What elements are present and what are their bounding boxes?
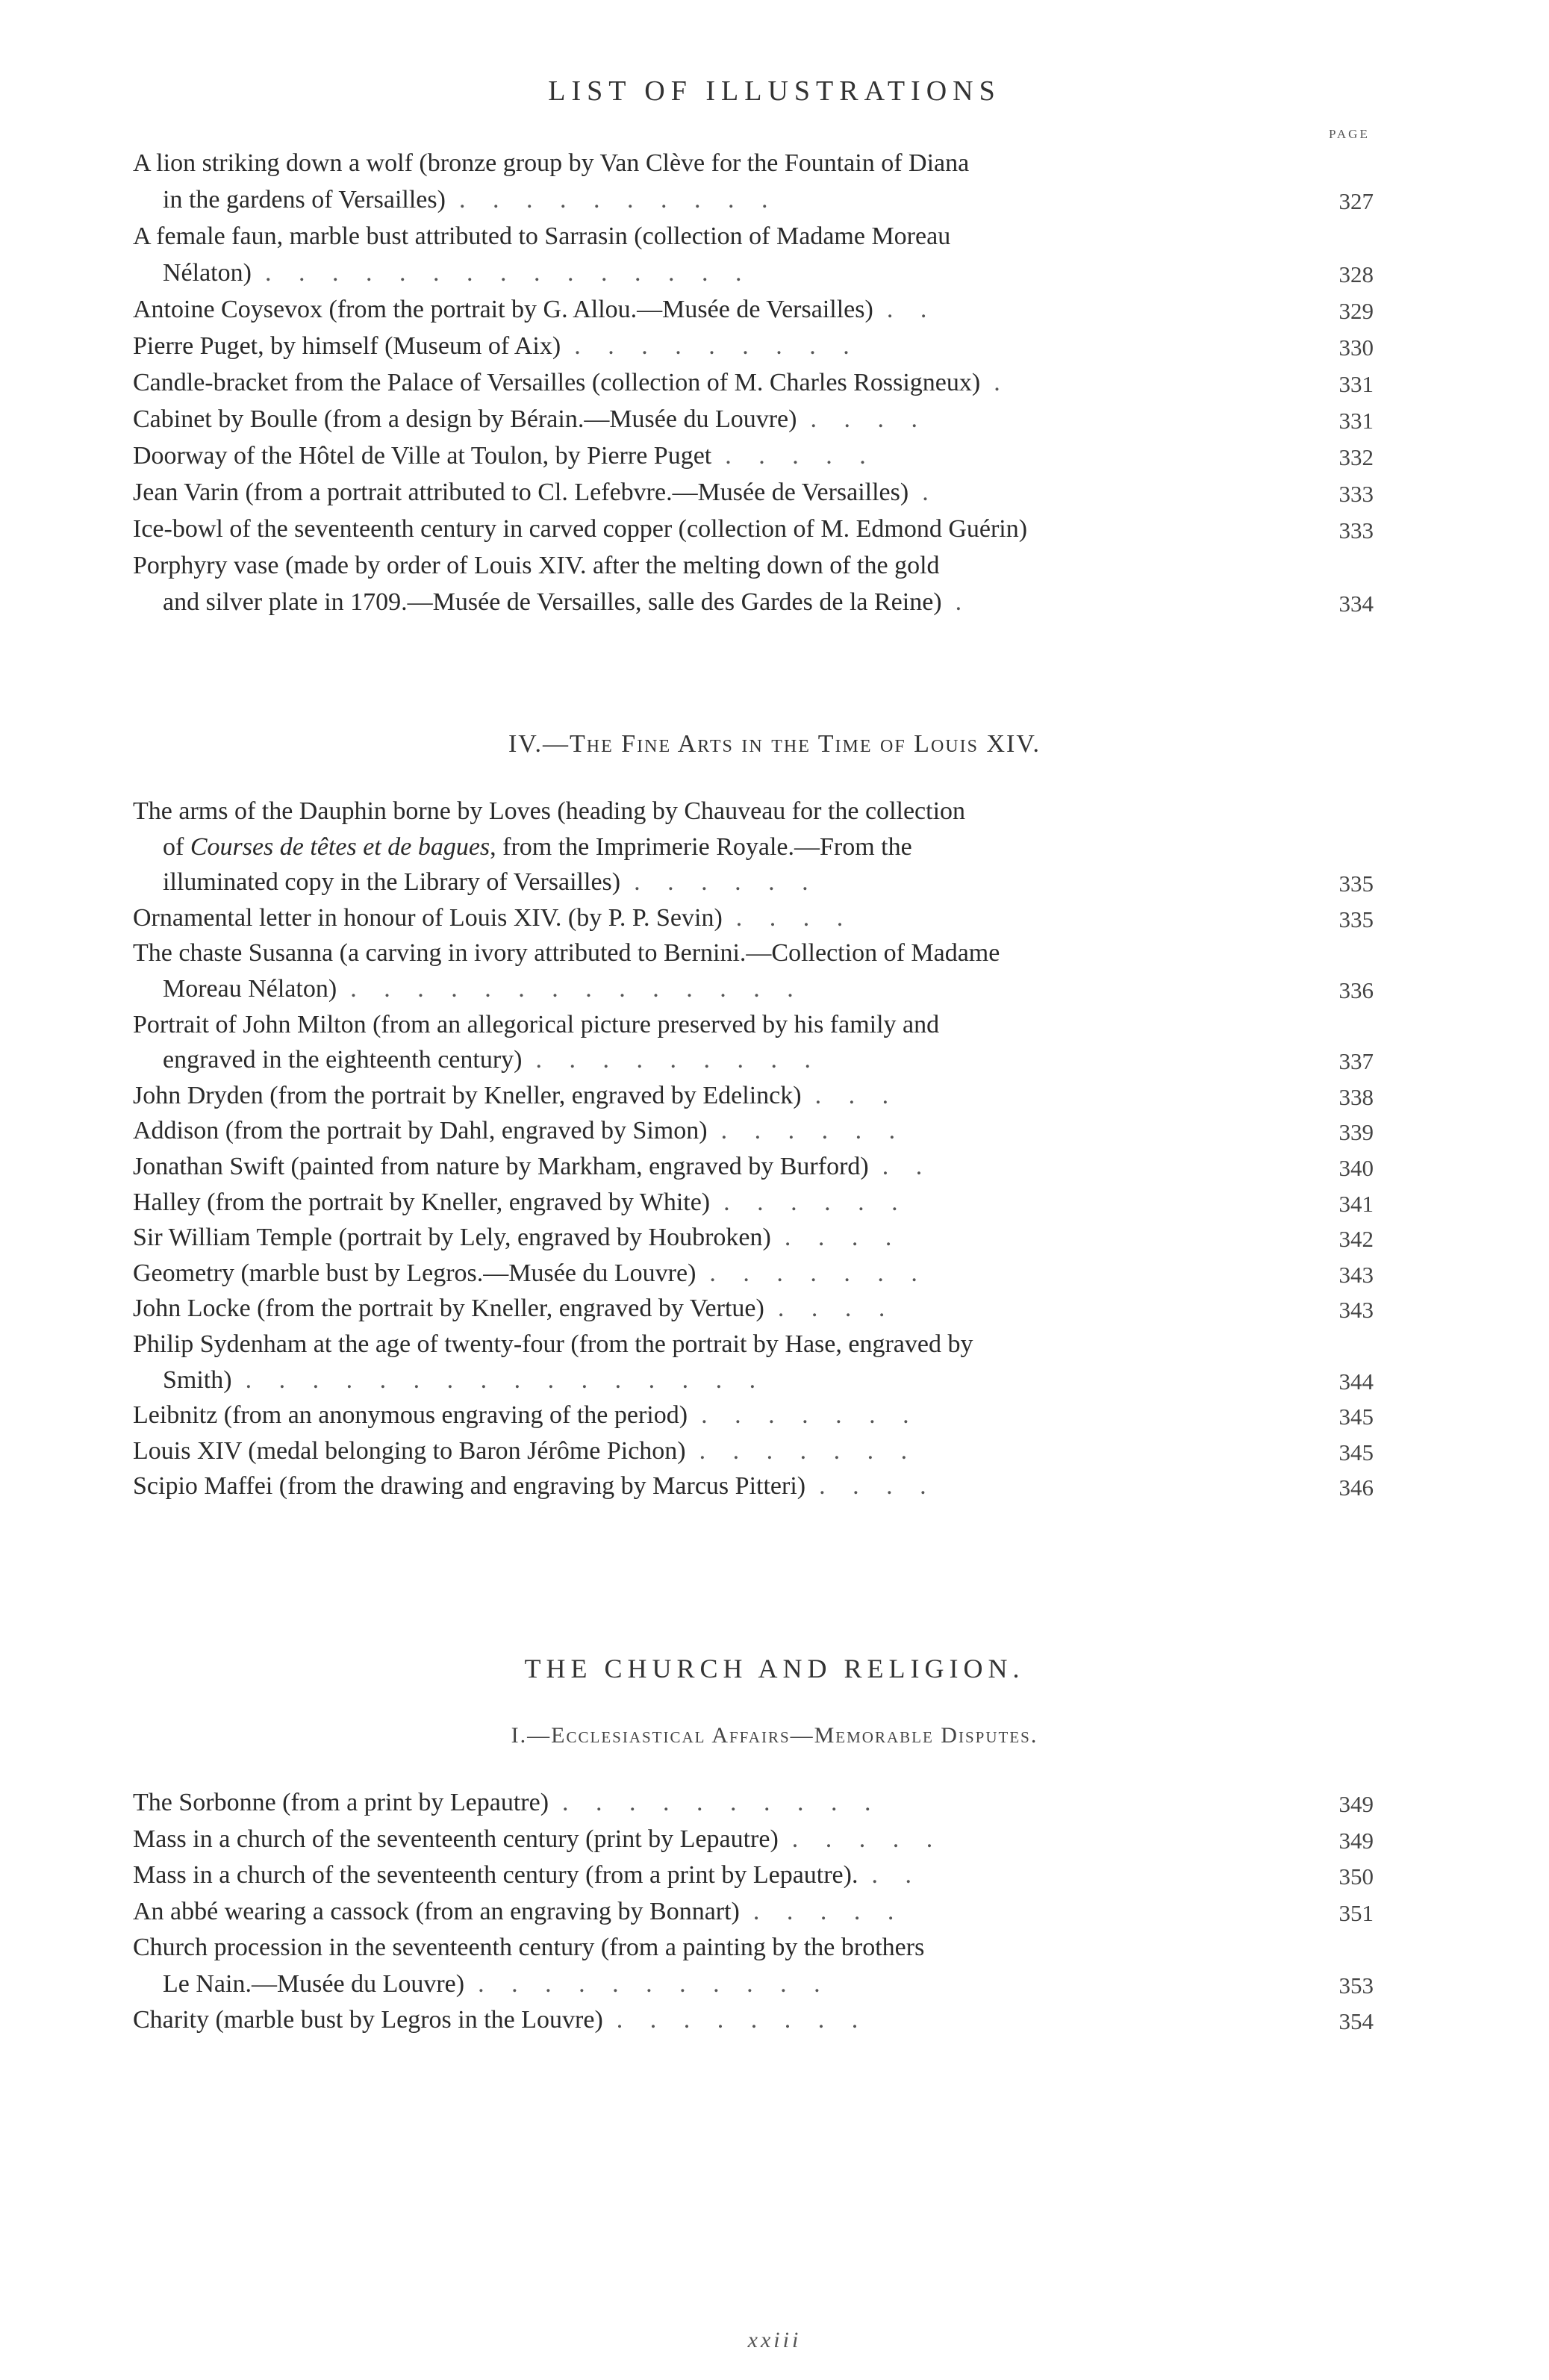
entry-caption: The arms of the Dauphin borne by Loves (heading by Chauveau for the collection	[133, 797, 966, 825]
entry-line	[133, 1437, 917, 1465]
leader-dots: .	[922, 479, 939, 506]
leader-dots: . .	[871, 1861, 922, 1889]
entry-line	[163, 1970, 831, 1999]
entry-page-number: 340	[1338, 1155, 1374, 1181]
entry-line	[133, 1330, 973, 1359]
entry-page-number: 343	[1338, 1297, 1374, 1324]
leader-dots: . . . . . . .	[701, 1401, 920, 1430]
page-title: LIST OF ILLUSTRATIONS	[548, 75, 1001, 107]
entry-caption: John Dryden (from the portrait by Kneller, engraved by Edelinck)	[133, 1081, 802, 1109]
entry-caption: Sir William Temple (portrait by Lely, engraved by Houbroken)	[133, 1224, 771, 1252]
entry-caption: Doorway of the Hôtel de Ville at Toulon, by Pierre Puget	[133, 442, 712, 470]
leader-dots: . . . . . . . . . .	[458, 186, 779, 214]
entry-caption: Le Nain.—Musée du Louvre)	[163, 1969, 465, 1998]
entry-page-number: 341	[1338, 1190, 1374, 1217]
entry-caption: Portrait of John Milton (from an allegorical picture preserved by his family and	[133, 1010, 940, 1038]
entry-line	[133, 1189, 908, 1217]
entry-page-number: 353	[1338, 1972, 1374, 1999]
entry-caption: engraved in the eighteenth century)	[163, 1046, 523, 1074]
leader-dots: .	[955, 588, 973, 616]
page-column-label: PAGE	[1329, 127, 1370, 141]
entry-caption: Porphyry vase (made by order of Louis XIV. after the melting down of the gold	[133, 552, 940, 579]
leader-dots: . . . . . . . . . . . . . .	[350, 975, 804, 1003]
entry-page-number: 331	[1338, 408, 1374, 434]
entry-line	[133, 1259, 928, 1288]
entry-page-number: 354	[1338, 2008, 1374, 2034]
entry-page-number: 339	[1338, 1119, 1374, 1146]
entry-caption: in the gardens of Versailles)	[163, 186, 446, 214]
entry-page-number: 342	[1338, 1226, 1374, 1253]
leader-dots: . . . .	[810, 405, 928, 433]
entry-line	[133, 1401, 920, 1430]
leader-dots: . . . .	[819, 1472, 937, 1501]
leader-dots: . . . . . . . . . .	[562, 1789, 882, 1816]
leader-dots: . . . . . . . . .	[574, 332, 860, 360]
entry-line	[133, 1898, 904, 1926]
entry-line	[133, 1861, 922, 1890]
entry-page-number: 345	[1338, 1404, 1374, 1430]
entry-page-number: 335	[1338, 906, 1374, 932]
section-heading-fine-arts: IV.—The Fine Arts in the Time of Louis XIV.	[508, 730, 1041, 758]
entry-line	[133, 369, 1011, 397]
entry-page-number: 343	[1338, 1261, 1374, 1288]
leader-dots: . . . . . . . .	[616, 2006, 869, 2034]
leader-dots: . . . . . .	[723, 1188, 908, 1216]
entry-caption: Cabinet by Boulle (from a design by Bérain.—Musée du Louvre)	[133, 405, 797, 433]
leader-dots: . . . . . . .	[709, 1259, 928, 1287]
entry-caption: Nélaton)	[163, 259, 252, 287]
entry-page-number: 350	[1338, 1863, 1374, 1890]
entry-caption: A female faun, marble bust attributed to Sarrasin (collection of Madame Moreau	[133, 222, 951, 250]
entry-line	[133, 1825, 943, 1854]
entry-page-number: 327	[1338, 188, 1374, 214]
entry-line	[133, 442, 876, 470]
entry-line	[163, 833, 912, 862]
entry-caption: John Locke (from the portrait by Kneller, engraved by Vertue)	[133, 1295, 764, 1323]
entry-line	[163, 186, 778, 214]
entry-page-number: 333	[1338, 517, 1374, 543]
entry-page-number: 328	[1338, 261, 1374, 287]
leader-dots: . . . . . . . . . . . . . . . .	[245, 1365, 767, 1394]
entry-line	[163, 868, 819, 897]
entry-page-number: 337	[1338, 1048, 1374, 1075]
entry-caption: of Courses de têtes et de bagues, from the Imprimerie Royale.—From the	[163, 832, 912, 861]
entry-caption: An abbé wearing a cassock (from an engraving by Bonnart)	[133, 1897, 740, 1925]
entry-caption: and silver plate in 1709.—Musée de Versailles, salle des Gardes de la Reine)	[163, 588, 942, 616]
entry-line	[133, 1011, 939, 1039]
page-folio: xxiii	[747, 2328, 802, 2352]
entry-page-number: 336	[1338, 977, 1374, 1003]
entry-page-number: 331	[1338, 371, 1374, 397]
entry-page-number: 334	[1338, 591, 1374, 617]
entry-line	[133, 332, 860, 361]
entry-line	[163, 1046, 821, 1074]
entry-caption: Leibnitz (from an anonymous engraving of the period)	[133, 1401, 688, 1430]
entry-caption: Mass in a church of the seventeenth century (from a print by Lepautre).	[133, 1861, 858, 1889]
entry-caption: Halley (from the portrait by Kneller, engraved by White)	[133, 1188, 711, 1216]
entry-line	[133, 515, 1027, 543]
entry-page-number: 333	[1338, 481, 1374, 507]
entry-line	[133, 405, 928, 434]
entry-page-number: 329	[1338, 298, 1374, 324]
entry-line	[133, 1153, 932, 1181]
entry-line	[133, 797, 965, 826]
entry-caption: Church procession in the seventeenth century (from a painting by the brothers	[133, 1934, 925, 1961]
entry-caption: Louis XIV (medal belonging to Baron Jérôme Pichon)	[133, 1436, 686, 1465]
leader-dots: . . .	[814, 1081, 900, 1109]
leader-dots: . . . .	[784, 1224, 903, 1252]
entry-line	[133, 939, 1000, 968]
entry-line	[133, 2006, 868, 2034]
entry-page-number: 345	[1338, 1439, 1374, 1465]
entry-caption: Charity (marble bust by Legros in the Louvre)	[133, 2006, 603, 2034]
entry-page-number: 332	[1338, 444, 1374, 470]
entry-line	[133, 222, 950, 251]
leader-dots: . . . . .	[725, 442, 876, 470]
leader-dots: . . . . . .	[634, 868, 819, 897]
leader-dots: . . . . . . .	[699, 1436, 918, 1465]
entry-line	[133, 1934, 924, 1962]
leader-dots: . . . . . . . . . . . . . . .	[264, 259, 752, 287]
entry-line	[163, 588, 972, 617]
entry-page-number: 344	[1338, 1368, 1374, 1395]
entry-line	[133, 904, 853, 932]
entry-line	[133, 1295, 895, 1323]
entry-caption: Scipio Maffei (from the drawing and engraving by Marcus Pitteri)	[133, 1472, 806, 1501]
entry-line	[133, 1082, 899, 1110]
entry-line	[163, 259, 752, 287]
entry-caption: Jonathan Swift (painted from nature by Markham, engraved by Burford)	[133, 1153, 869, 1180]
entry-line	[133, 296, 937, 324]
leader-dots: . . . . . .	[720, 1117, 906, 1145]
entry-caption: Moreau Nélaton)	[163, 975, 337, 1003]
entry-caption: Philip Sydenham at the age of twenty-four (from the portrait by Hase, engraved by	[133, 1330, 973, 1358]
entry-caption: Smith)	[163, 1365, 232, 1394]
entry-page-number: 335	[1338, 870, 1374, 897]
entry-line	[133, 1472, 937, 1501]
entry-line	[133, 1789, 882, 1817]
section-subheading-ecclesiastical: I.—Ecclesiastical Affairs—Memorable Disputes.	[511, 1723, 1038, 1748]
entry-line	[133, 552, 940, 580]
leader-dots: .	[994, 369, 1011, 396]
entry-caption: Ice-bowl of the seventeenth century in carved copper (collection of M. Edmond Guérin)	[133, 515, 1028, 543]
leader-dots: . .	[886, 296, 938, 323]
entry-page-number: 330	[1338, 334, 1374, 361]
entry-line	[133, 1224, 902, 1252]
entry-caption: The chaste Susanna (a carving in ivory attributed to Bernini.—Collection of Madame	[133, 939, 1000, 968]
entry-caption: Mass in a church of the seventeenth century (print by Lepautre)	[133, 1825, 779, 1853]
entry-page-number: 349	[1338, 1827, 1374, 1854]
entry-caption: Pierre Puget, by himself (Museum of Aix)	[133, 332, 561, 360]
entry-page-number: 351	[1338, 1899, 1374, 1926]
section-title-church: THE CHURCH AND RELIGION.	[524, 1654, 1025, 1683]
entry-line	[133, 1117, 906, 1145]
entry-page-number: 346	[1338, 1474, 1374, 1501]
entry-caption: Geometry (marble bust by Legros.—Musée du Louvre)	[133, 1259, 696, 1287]
entry-line	[163, 975, 804, 1003]
entry-caption: A lion striking down a wolf (bronze group by Van Clève for the Fountain of Diana	[133, 149, 970, 177]
entry-caption: Ornamental letter in honour of Louis XIV. (by P. P. Sevin)	[133, 903, 723, 932]
entry-line	[163, 1366, 766, 1395]
leader-dots: . . . . . . . . . . .	[478, 1969, 831, 1998]
entry-page-number: 338	[1338, 1083, 1374, 1110]
leader-dots: . . . .	[735, 903, 854, 932]
entry-caption: The Sorbonne (from a print by Lepautre)	[133, 1789, 549, 1816]
entry-caption: illuminated copy in the Library of Versailles)	[163, 868, 621, 897]
entry-caption: Addison (from the portrait by Dahl, engraved by Simon)	[133, 1117, 708, 1145]
entry-caption: Jean Varin (from a portrait attributed to Cl. Lefebvre.—Musée de Versailles)	[133, 479, 909, 506]
entry-line	[133, 479, 939, 507]
leader-dots: . . . . .	[752, 1897, 905, 1925]
entry-line	[133, 149, 969, 178]
leader-dots: . .	[882, 1153, 933, 1180]
entry-caption: Antoine Coysevox (from the portrait by G. Allou.—Musée de Versailles)	[133, 296, 873, 323]
leader-dots: . . . .	[777, 1295, 896, 1323]
entry-caption: Candle-bracket from the Palace of Versailles (collection of M. Charles Rossigneux)	[133, 369, 981, 396]
entry-page-number: 349	[1338, 1791, 1374, 1817]
leader-dots: . . . . . . . . .	[535, 1046, 821, 1074]
leader-dots: . . . . .	[791, 1825, 944, 1853]
